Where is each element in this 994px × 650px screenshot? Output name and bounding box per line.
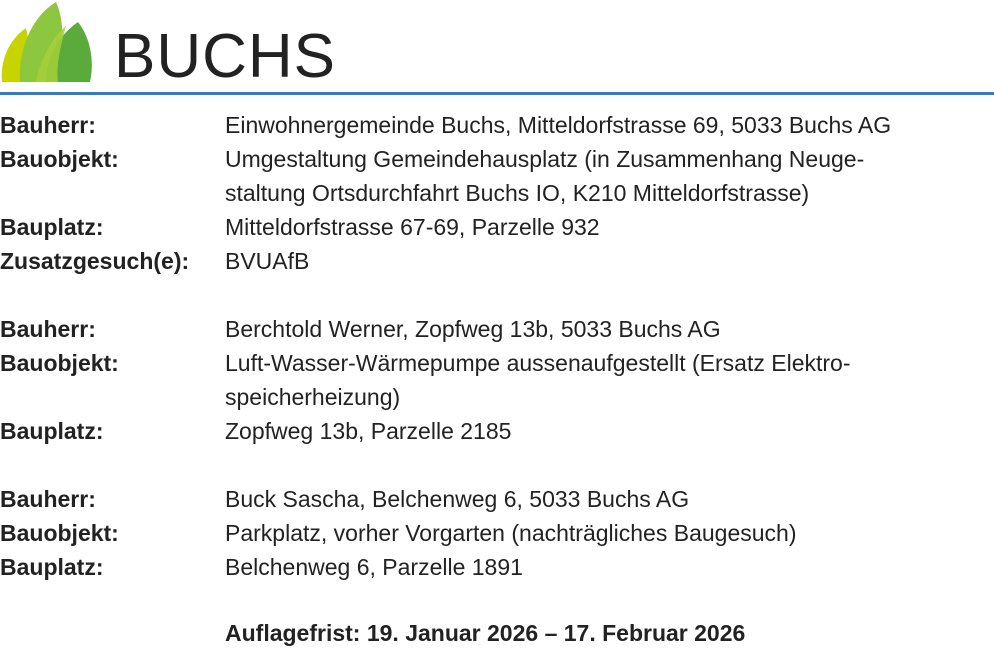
field-value [225, 312, 994, 346]
field-label: Bauobjekt: [0, 146, 119, 172]
permit-entry [0, 312, 994, 448]
field-value [225, 516, 994, 550]
field-label: Bauplatz: [0, 554, 104, 580]
header [0, 0, 994, 94]
entry-row [0, 142, 994, 210]
entry-row [0, 346, 994, 414]
field-label: Bauobjekt: [0, 350, 119, 376]
permit-entry [0, 108, 994, 278]
field-label: Bauherr: [0, 316, 96, 342]
entry-row [0, 210, 994, 244]
value-line: Zopfweg 13b, Parzelle 2185 [225, 418, 512, 444]
field-label: Bauherr: [0, 486, 96, 512]
entry-row [0, 482, 994, 516]
value-line: speicherheizung) [225, 384, 401, 410]
field-value [225, 210, 994, 244]
value-line: Umgestaltung Gemeindehausplatz (in Zusammenhang Neuge- [225, 146, 865, 172]
value-line: Berchtold Werner, Zopfweg 13b, 5033 Buchs AG [225, 316, 721, 342]
exhibition-deadline: Auflagefrist: 19. Januar 2026 – 17. Februar 2026 [225, 620, 746, 646]
field-label: Bauobjekt: [0, 520, 119, 546]
value-line: Belchenweg 6, Parzelle 1891 [225, 554, 523, 580]
value-line: Einwohnergemeinde Buchs, Mitteldorfstrasse 69, 5033 Buchs AG [225, 112, 892, 138]
value-line: Luft-Wasser-Wärmepumpe aussenaufgestellt (Ersatz Elektro- [225, 350, 851, 376]
field-value [225, 482, 994, 516]
field-value [225, 550, 994, 584]
field-label: Bauplatz: [0, 418, 104, 444]
value-line: BVUAfB [225, 248, 310, 274]
field-label: Zusatzgesuch(e): [0, 248, 190, 274]
entry-row [0, 414, 994, 448]
field-label: Bauherr: [0, 112, 96, 138]
field-value [225, 108, 994, 142]
entry-row [0, 244, 994, 278]
permit-list [0, 108, 994, 584]
permit-entry [0, 482, 994, 584]
entry-row [0, 312, 994, 346]
entry-row [0, 516, 994, 550]
entry-row [0, 550, 994, 584]
value-line: Parkplatz, vorher Vorgarten (nachträgliches Baugesuch) [225, 520, 797, 546]
value-line: staltung Ortsdurchfahrt Buchs IO, K210 Mitteldorfstrasse) [225, 180, 810, 206]
field-label: Bauplatz: [0, 214, 104, 240]
logo-wordmark: BUCHS [114, 22, 337, 91]
buchs-leaf-logo-icon [0, 0, 100, 84]
header-divider [0, 92, 994, 95]
entry-row [0, 108, 994, 142]
value-line: Buck Sascha, Belchenweg 6, 5033 Buchs AG [225, 486, 690, 512]
field-value [225, 244, 994, 278]
value-line: Mitteldorfstrasse 67-69, Parzelle 932 [225, 214, 600, 240]
field-value [225, 142, 994, 210]
field-value [225, 414, 994, 448]
field-value [225, 346, 994, 414]
